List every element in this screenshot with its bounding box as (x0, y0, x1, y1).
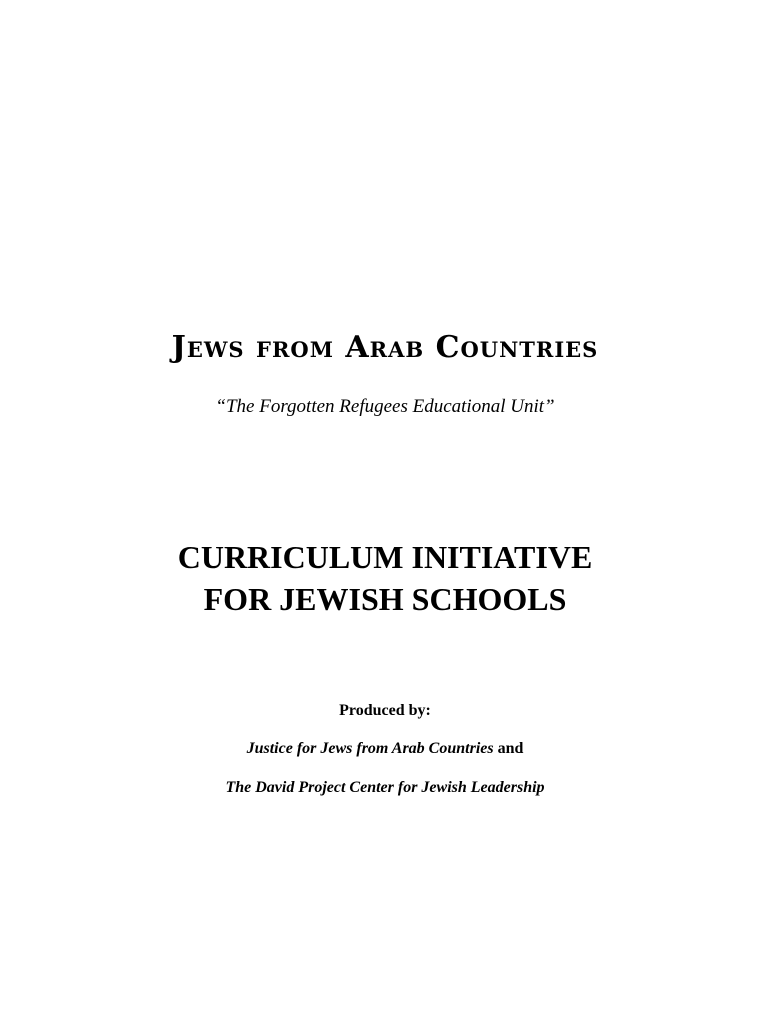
producer-line-1 (0, 738, 770, 760)
conjunction-and: and (493, 740, 524, 757)
curriculum-heading-line-2: FOR JEWISH SCHOOLS (203, 581, 567, 617)
curriculum-heading-line-1: CURRICULUM INITIATIVE (177, 539, 593, 575)
produced-by-label: Produced by: (339, 702, 431, 719)
document-subtitle: “The Forgotten Refugees Educational Unit” (215, 396, 555, 417)
organization-david-project: The David Project Center for Jewish Leadership (225, 779, 545, 796)
document-title: Jews from Arab Countries (171, 330, 599, 365)
organization-justice-for-jews: Justice for Jews from Arab Countries (246, 740, 494, 757)
